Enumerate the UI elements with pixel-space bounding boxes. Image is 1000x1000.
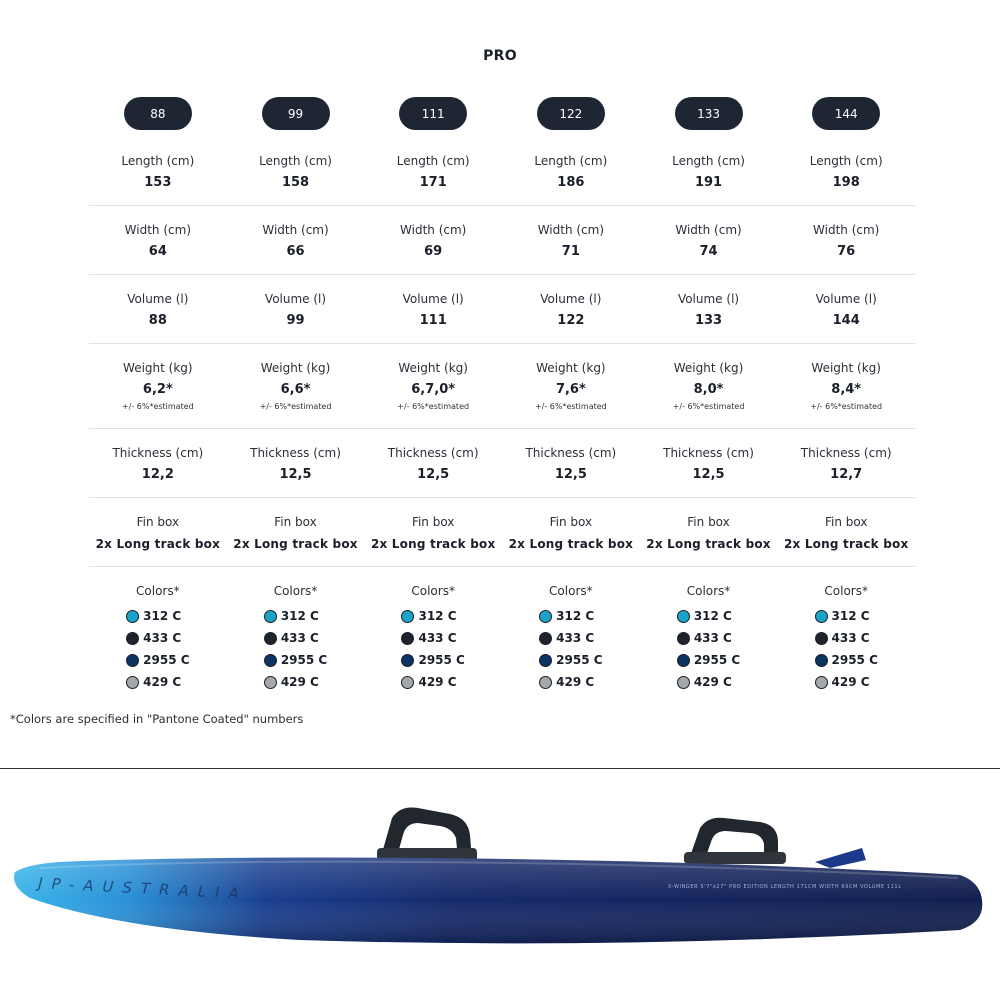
- weight-note: +/- 6%*estimated: [534, 402, 607, 411]
- spec-label: Fin box: [687, 515, 730, 529]
- spec-value: 2x Long track box: [783, 537, 909, 551]
- spec-value: 99: [286, 313, 305, 328]
- color-swatch-item: [264, 671, 327, 693]
- color-name: 429 C: [418, 675, 457, 689]
- spec-cell: [89, 153, 227, 205]
- spec-cell: [227, 291, 365, 343]
- colors-label: Colors*: [136, 584, 180, 598]
- board-image: [0, 790, 1000, 980]
- color-dot-icon: [401, 632, 414, 645]
- spec-value: 88: [148, 313, 167, 328]
- spec-value: 76: [837, 244, 856, 259]
- spec-value: 171: [419, 175, 447, 190]
- spec-value: 7,6*: [555, 382, 586, 397]
- spec-value: 66: [286, 244, 305, 259]
- spec-value: 12,5: [692, 467, 725, 482]
- size-pills: [89, 97, 915, 131]
- spec-cell: [640, 514, 778, 566]
- color-name: 312 C: [831, 609, 870, 623]
- spec-label: Weight (kg): [673, 361, 744, 375]
- spec-value: 153: [144, 175, 172, 190]
- section-divider: [0, 768, 1000, 769]
- spec-label: Length (cm): [672, 154, 745, 168]
- size-column-header: [777, 97, 915, 131]
- color-swatch-item: [677, 671, 740, 693]
- color-dot-icon: [264, 610, 277, 623]
- size-column-header: [227, 97, 365, 131]
- color-dot-icon: [539, 654, 552, 667]
- color-dot-icon: [815, 654, 828, 667]
- spec-label: Length (cm): [534, 154, 608, 168]
- spec-label: Length (cm): [259, 154, 332, 168]
- colors-cell: [640, 583, 778, 693]
- board-spec-text: X-WINGER 5'7"x27" PRO EDITION LENGTH 171CM WIDTH 69CM VOLUME 111L: [668, 884, 902, 890]
- color-name: 312 C: [280, 609, 319, 623]
- spec-cell: [502, 445, 640, 497]
- board-hull: [14, 858, 982, 944]
- spec-label: Fin box: [411, 515, 455, 529]
- spec-value: 12,5: [417, 467, 450, 482]
- size-column-header: [640, 97, 778, 131]
- spec-cell: [777, 291, 915, 343]
- spec-value: 6,6*: [280, 382, 311, 397]
- spec-value: 133: [694, 313, 723, 328]
- spec-value: 2x Long track box: [646, 537, 771, 551]
- fin-tip: [815, 848, 866, 868]
- spec-value: 12,5: [554, 467, 587, 482]
- board-brand-text: JP-AUSTRALIA: [37, 874, 249, 903]
- spec-cell: [502, 291, 640, 343]
- spec-value: 71: [561, 244, 580, 259]
- spec-value: 191: [694, 175, 723, 190]
- spec-value: 2x Long track box: [370, 537, 496, 551]
- color-dot-icon: [677, 610, 690, 623]
- spec-cell: [502, 153, 640, 205]
- colors-cell: [777, 583, 915, 693]
- color-name: 2955 C: [280, 653, 328, 667]
- color-swatch-item: [539, 627, 602, 649]
- color-swatch-list: [815, 605, 878, 693]
- spec-label: Length (cm): [809, 154, 883, 168]
- spec-label: Width (cm): [262, 223, 329, 237]
- color-name: 429 C: [831, 675, 870, 689]
- spec-value: 122: [557, 313, 585, 328]
- color-dot-icon: [126, 632, 139, 645]
- spec-label: Fin box: [136, 515, 180, 529]
- color-swatch-item: [539, 649, 602, 671]
- spec-cell: [777, 153, 915, 205]
- color-name: 433 C: [143, 631, 182, 645]
- spec-cell: [89, 360, 227, 428]
- color-dot-icon: [264, 632, 277, 645]
- spec-label: Width (cm): [400, 223, 467, 237]
- color-dot-icon: [401, 676, 414, 689]
- footstrap-back: [684, 818, 786, 864]
- spec-value: 74: [699, 244, 718, 259]
- spec-cell: [89, 291, 227, 343]
- size-pill: 144: [812, 97, 880, 130]
- color-swatch-item: [677, 605, 740, 627]
- spec-cell: [640, 153, 778, 205]
- color-swatch-item: [815, 605, 878, 627]
- color-dot-icon: [677, 654, 690, 667]
- color-swatch-item: [539, 671, 602, 693]
- spec-cell: [502, 360, 640, 428]
- size-pill: 122: [537, 97, 605, 130]
- color-swatch-item: [815, 627, 878, 649]
- spec-row: [89, 206, 915, 275]
- color-name: 312 C: [418, 609, 457, 623]
- spec-row: [89, 498, 915, 567]
- spec-value: 2x Long track box: [508, 537, 634, 551]
- color-dot-icon: [264, 654, 277, 667]
- spec-label: Weight (kg): [123, 361, 193, 375]
- color-dot-icon: [815, 632, 828, 645]
- spec-label: Volume (l): [815, 292, 877, 306]
- size-pill: 99: [262, 97, 330, 130]
- color-name: 312 C: [693, 609, 732, 623]
- color-dot-icon: [401, 654, 414, 667]
- spec-cell: [640, 360, 778, 428]
- spec-label: Volume (l): [127, 292, 189, 306]
- weight-note: +/- 6%*estimated: [672, 402, 745, 411]
- color-dot-icon: [126, 676, 139, 689]
- color-swatch-item: [126, 627, 189, 649]
- color-swatch-item: [539, 605, 602, 627]
- spec-cell: [227, 360, 365, 428]
- color-name: 2955 C: [418, 653, 465, 667]
- spec-value: 64: [148, 244, 167, 259]
- spec-cell: [227, 222, 365, 274]
- colors-label: Colors*: [686, 584, 731, 598]
- spec-label: Weight (kg): [536, 361, 606, 375]
- spec-cell: [640, 222, 778, 274]
- color-swatch-item: [677, 649, 740, 671]
- color-name: 2955 C: [831, 653, 878, 667]
- page-title: PRO: [483, 48, 517, 64]
- color-name: 433 C: [556, 631, 595, 645]
- color-swatch-item: [264, 649, 327, 671]
- spec-cell: [777, 360, 915, 428]
- color-name: 2955 C: [143, 653, 190, 667]
- weight-note: +/- 6%*estimated: [810, 402, 883, 411]
- color-dot-icon: [401, 610, 414, 623]
- color-swatch-item: [401, 649, 464, 671]
- size-column-header: [89, 97, 227, 131]
- spec-value: 198: [832, 175, 860, 190]
- color-swatch-item: [815, 671, 878, 693]
- spec-value: 111: [419, 313, 447, 328]
- spec-label: Width (cm): [813, 223, 880, 237]
- color-swatch-item: [264, 605, 327, 627]
- color-swatch-item: [126, 649, 189, 671]
- spec-label: Thickness (cm): [250, 446, 341, 460]
- size-column-header: [502, 97, 640, 131]
- colors-label: Colors*: [824, 584, 868, 598]
- spec-cell: [364, 360, 502, 428]
- color-swatch-list: [126, 605, 189, 693]
- spec-cell: [777, 514, 915, 566]
- spec-value: 12,2: [141, 467, 174, 482]
- spec-label: Fin box: [824, 515, 868, 529]
- spec-cell: [364, 222, 502, 274]
- spec-label: Volume (l): [402, 292, 464, 306]
- color-dot-icon: [677, 632, 690, 645]
- spec-value: 12,5: [279, 467, 312, 482]
- color-name: 2955 C: [693, 653, 741, 667]
- spec-label: Thickness (cm): [663, 446, 754, 460]
- footstrap-front: [377, 807, 477, 862]
- spec-label: Width (cm): [537, 223, 605, 237]
- spec-value: 69: [424, 244, 443, 259]
- spec-value: 186: [557, 175, 585, 190]
- colors-label: Colors*: [549, 584, 593, 598]
- size-pill: 111: [399, 97, 467, 130]
- color-name: 429 C: [280, 675, 319, 689]
- color-swatch-list: [264, 605, 327, 693]
- spec-table: [89, 97, 915, 693]
- spec-cell: [227, 445, 365, 497]
- spec-value: 8,4*: [831, 382, 862, 397]
- color-dot-icon: [815, 610, 828, 623]
- spec-label: Width (cm): [124, 223, 191, 237]
- colors-cell: [502, 583, 640, 693]
- color-swatch-item: [401, 671, 464, 693]
- color-dot-icon: [126, 610, 139, 623]
- spec-cell: [502, 222, 640, 274]
- colors-cell: [89, 583, 227, 693]
- spec-label: Fin box: [274, 515, 317, 529]
- weight-note: +/- 6%*estimated: [397, 402, 470, 411]
- colors-label: Colors*: [411, 584, 455, 598]
- spec-value: 6,7,0*: [411, 382, 456, 397]
- spec-label: Thickness (cm): [525, 446, 617, 460]
- color-swatch-list: [401, 605, 464, 693]
- color-swatch-item: [401, 627, 464, 649]
- color-swatch-list: [677, 605, 740, 693]
- spec-label: Weight (kg): [260, 361, 331, 375]
- color-dot-icon: [126, 654, 139, 667]
- spec-cell: [502, 514, 640, 566]
- spec-cell: [640, 291, 778, 343]
- spec-cell: [89, 445, 227, 497]
- spec-value: 8,0*: [693, 382, 724, 397]
- spec-row: [89, 131, 915, 206]
- color-name: 433 C: [831, 631, 870, 645]
- spec-value: 2x Long track box: [95, 537, 221, 551]
- color-dot-icon: [539, 632, 552, 645]
- color-name: 2955 C: [556, 653, 603, 667]
- colors-cell: [227, 583, 365, 693]
- color-name: 433 C: [693, 631, 732, 645]
- spec-value: 2x Long track box: [233, 537, 358, 551]
- color-dot-icon: [539, 610, 552, 623]
- color-name: 429 C: [693, 675, 732, 689]
- spec-label: Thickness (cm): [387, 446, 479, 460]
- color-dot-icon: [539, 676, 552, 689]
- weight-note: +/- 6%*estimated: [259, 402, 332, 411]
- color-swatch-list: [539, 605, 602, 693]
- colors-cell: [364, 583, 502, 693]
- color-swatch-item: [126, 605, 189, 627]
- spec-label: Fin box: [549, 515, 593, 529]
- color-dot-icon: [677, 676, 690, 689]
- spec-rows: [89, 131, 915, 693]
- color-swatch-item: [126, 671, 189, 693]
- spec-label: Thickness (cm): [800, 446, 892, 460]
- spec-row: [89, 344, 915, 429]
- spec-cell: [777, 222, 915, 274]
- color-name: 433 C: [280, 631, 319, 645]
- spec-cell: [364, 514, 502, 566]
- spec-cell: [227, 514, 365, 566]
- color-swatch-item: [677, 627, 740, 649]
- spec-cell: [364, 291, 502, 343]
- spec-cell: [227, 153, 365, 205]
- colors-row: [89, 567, 915, 693]
- spec-label: Length (cm): [396, 154, 470, 168]
- colors-label: Colors*: [273, 584, 318, 598]
- spec-row: [89, 429, 915, 498]
- color-name: 433 C: [418, 631, 457, 645]
- spec-label: Thickness (cm): [112, 446, 204, 460]
- spec-cell: [777, 445, 915, 497]
- spec-label: Volume (l): [264, 292, 327, 306]
- spec-value: 144: [832, 313, 860, 328]
- spec-label: Length (cm): [121, 154, 195, 168]
- size-pill: 88: [124, 97, 192, 130]
- color-dot-icon: [815, 676, 828, 689]
- weight-note: +/- 6%*estimated: [121, 402, 194, 411]
- size-column-header: [364, 97, 502, 131]
- spec-cell: [640, 445, 778, 497]
- spec-value: 12,7: [830, 467, 863, 482]
- spec-cell: [89, 514, 227, 566]
- color-dot-icon: [264, 676, 277, 689]
- color-swatch-item: [815, 649, 878, 671]
- spec-label: Weight (kg): [398, 361, 468, 375]
- size-pill: 133: [675, 97, 743, 130]
- spec-cell: [364, 445, 502, 497]
- spec-label: Weight (kg): [811, 361, 881, 375]
- spec-cell: [364, 153, 502, 205]
- colors-footnote: *Colors are specified in "Pantone Coated" numbers: [10, 712, 304, 726]
- spec-cell: [89, 222, 227, 274]
- color-name: 429 C: [556, 675, 595, 689]
- spec-value: 6,2*: [142, 382, 173, 397]
- spec-row: [89, 275, 915, 344]
- spec-label: Volume (l): [540, 292, 602, 306]
- color-swatch-item: [264, 627, 327, 649]
- spec-label: Width (cm): [675, 223, 742, 237]
- spec-label: Volume (l): [677, 292, 740, 306]
- color-swatch-item: [401, 605, 464, 627]
- spec-value: 158: [281, 175, 310, 190]
- color-name: 429 C: [143, 675, 182, 689]
- color-name: 312 C: [556, 609, 595, 623]
- color-name: 312 C: [143, 609, 182, 623]
